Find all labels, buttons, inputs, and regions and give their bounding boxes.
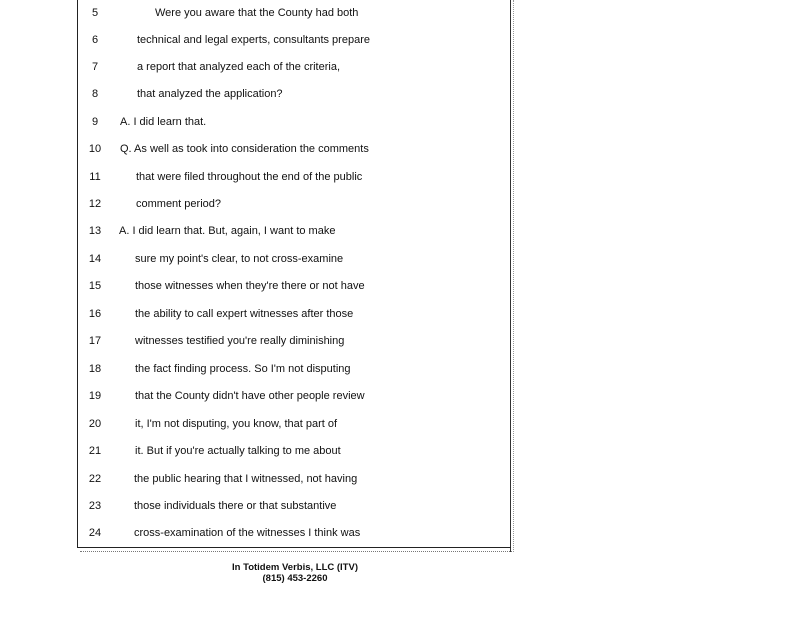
page-border-right-shadow	[513, 0, 514, 552]
line-text: the fact finding process. So I'm not disputing	[135, 363, 351, 375]
line-number: 21	[88, 445, 102, 457]
line-number: 11	[89, 171, 101, 183]
line-text: sure my point's clear, to not cross-examine	[135, 253, 344, 265]
line-text: cross-examination of the witnesses I think was	[134, 527, 361, 539]
transcript-line	[78, 3, 508, 23]
line-number: 19	[88, 390, 102, 402]
transcript-line	[78, 496, 508, 516]
line-text: technical and legal experts, consultants prepare	[137, 34, 370, 46]
line-number: 22	[88, 473, 102, 485]
line-text: witnesses testified you're really diminishing	[135, 335, 345, 347]
transcript-line	[78, 249, 508, 269]
line-number: 14	[88, 253, 102, 265]
transcript-line	[78, 139, 508, 159]
transcript-line	[78, 194, 508, 214]
line-text: a report that analyzed each of the criteria,	[137, 61, 341, 73]
transcript-line	[78, 112, 508, 132]
line-number: 16	[88, 308, 102, 320]
line-number: 5	[91, 7, 99, 19]
line-text: A. I did learn that. But, again, I want to make	[119, 225, 336, 237]
line-text: the public hearing that I witnessed, not having	[134, 473, 358, 485]
transcript-line	[78, 30, 508, 50]
transcript-line	[78, 441, 508, 461]
transcript-line	[78, 57, 508, 77]
line-number: 7	[91, 61, 99, 73]
transcript-line	[78, 84, 508, 104]
line-text: Q. As well as took into consideration the comments	[120, 143, 369, 155]
line-number: 17	[88, 335, 102, 347]
line-number: 12	[88, 198, 102, 210]
line-number: 23	[88, 500, 102, 512]
transcript-line	[78, 386, 508, 406]
footer-company: In Totidem Verbis, LLC (ITV)	[232, 562, 358, 573]
line-text: comment period?	[136, 198, 221, 210]
transcript-line	[78, 523, 508, 543]
page-border-right	[510, 0, 511, 552]
line-number: 10	[88, 143, 102, 155]
line-number: 8	[91, 88, 99, 100]
line-number: 15	[88, 280, 102, 292]
line-text: it. But if you're actually talking to me about	[135, 445, 341, 457]
page-border-bottom	[77, 547, 511, 548]
line-text: that were filed throughout the end of the public	[136, 171, 363, 183]
transcript-line	[78, 276, 508, 296]
transcript-line	[78, 331, 508, 351]
line-text: it, I'm not disputing, you know, that part of	[135, 418, 338, 430]
line-number: 18	[88, 363, 102, 375]
transcript-line	[78, 359, 508, 379]
footer-phone: (815) 453-2260	[262, 573, 328, 584]
line-text: those individuals there or that substantive	[134, 500, 337, 512]
transcript-line	[78, 304, 508, 324]
transcript-line	[78, 167, 508, 187]
page-border-left	[77, 0, 78, 548]
page-border-bottom-shadow	[80, 551, 512, 552]
line-text: that the County didn't have other people review	[135, 390, 365, 402]
line-text: Were you aware that the County had both	[155, 7, 359, 19]
line-number: 6	[91, 34, 99, 46]
line-text: the ability to call expert witnesses after those	[135, 308, 354, 320]
line-text: those witnesses when they're there or not have	[135, 280, 365, 292]
line-text: A. I did learn that.	[120, 116, 207, 128]
line-number: 9	[91, 116, 99, 128]
line-text: that analyzed the application?	[137, 88, 283, 100]
line-number: 24	[88, 527, 102, 539]
line-number: 20	[88, 418, 102, 430]
transcript-line	[78, 414, 508, 434]
line-number: 13	[88, 225, 102, 237]
transcript-line	[78, 221, 508, 241]
transcript-line	[78, 469, 508, 489]
